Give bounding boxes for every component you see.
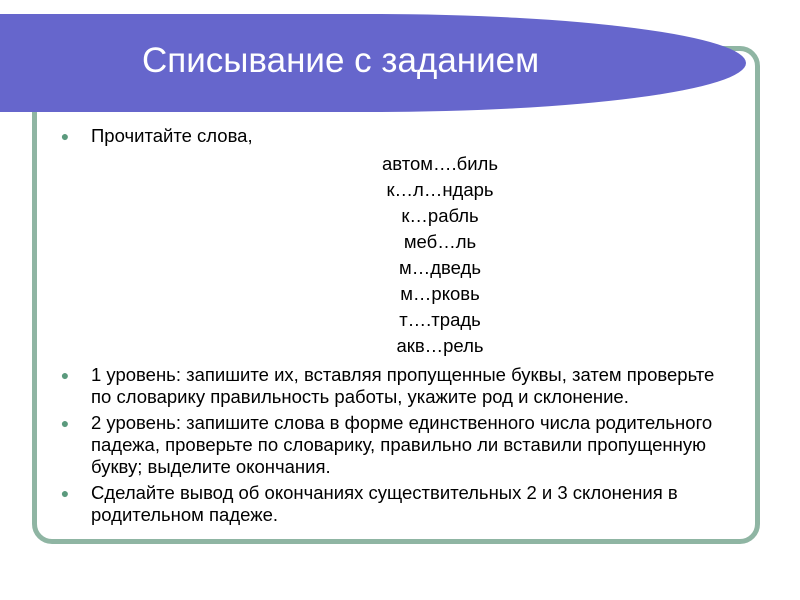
slide-content [58,125,738,526]
task-text: 1 уровень: запишите их, вставляя пропущенные буквы, затем проверьте по словарику правильность работы, укажите род и склонение. [91,364,715,407]
bullet-item-level-2 [58,412,738,478]
bullet-item-level-1 [58,364,738,408]
task-text: Сделайте вывод об окончаниях существительных 2 и 3 склонения в родительном падеже. [91,482,678,525]
bullet-item-intro [58,125,738,147]
bullet-icon: ● [60,415,70,431]
word-item: м…дведь [399,257,481,278]
bullet-icon: ● [60,128,70,144]
slide-title: Списывание с заданием [142,41,540,80]
word-item: акв…рель [396,335,484,356]
word-item: меб…ль [403,231,477,252]
word-item: к…рабль [401,205,479,226]
word-item: м…рковь [400,283,480,304]
bullet-icon: ● [60,367,70,383]
word-item: автом….биль [382,153,498,174]
word-list [58,151,738,359]
intro-text: Прочитайте слова, [91,125,253,146]
bullet-icon: ● [60,485,70,501]
task-text: 2 уровень: запишите слова в форме единственного числа родительного падежа, проверьте по словарику, правильно ли вставили пропущенную букву; выделите окончания. [91,412,713,477]
word-item: к…л…ндарь [386,179,494,200]
word-item: т….традь [399,309,481,330]
bullet-item-conclusion [58,482,738,526]
